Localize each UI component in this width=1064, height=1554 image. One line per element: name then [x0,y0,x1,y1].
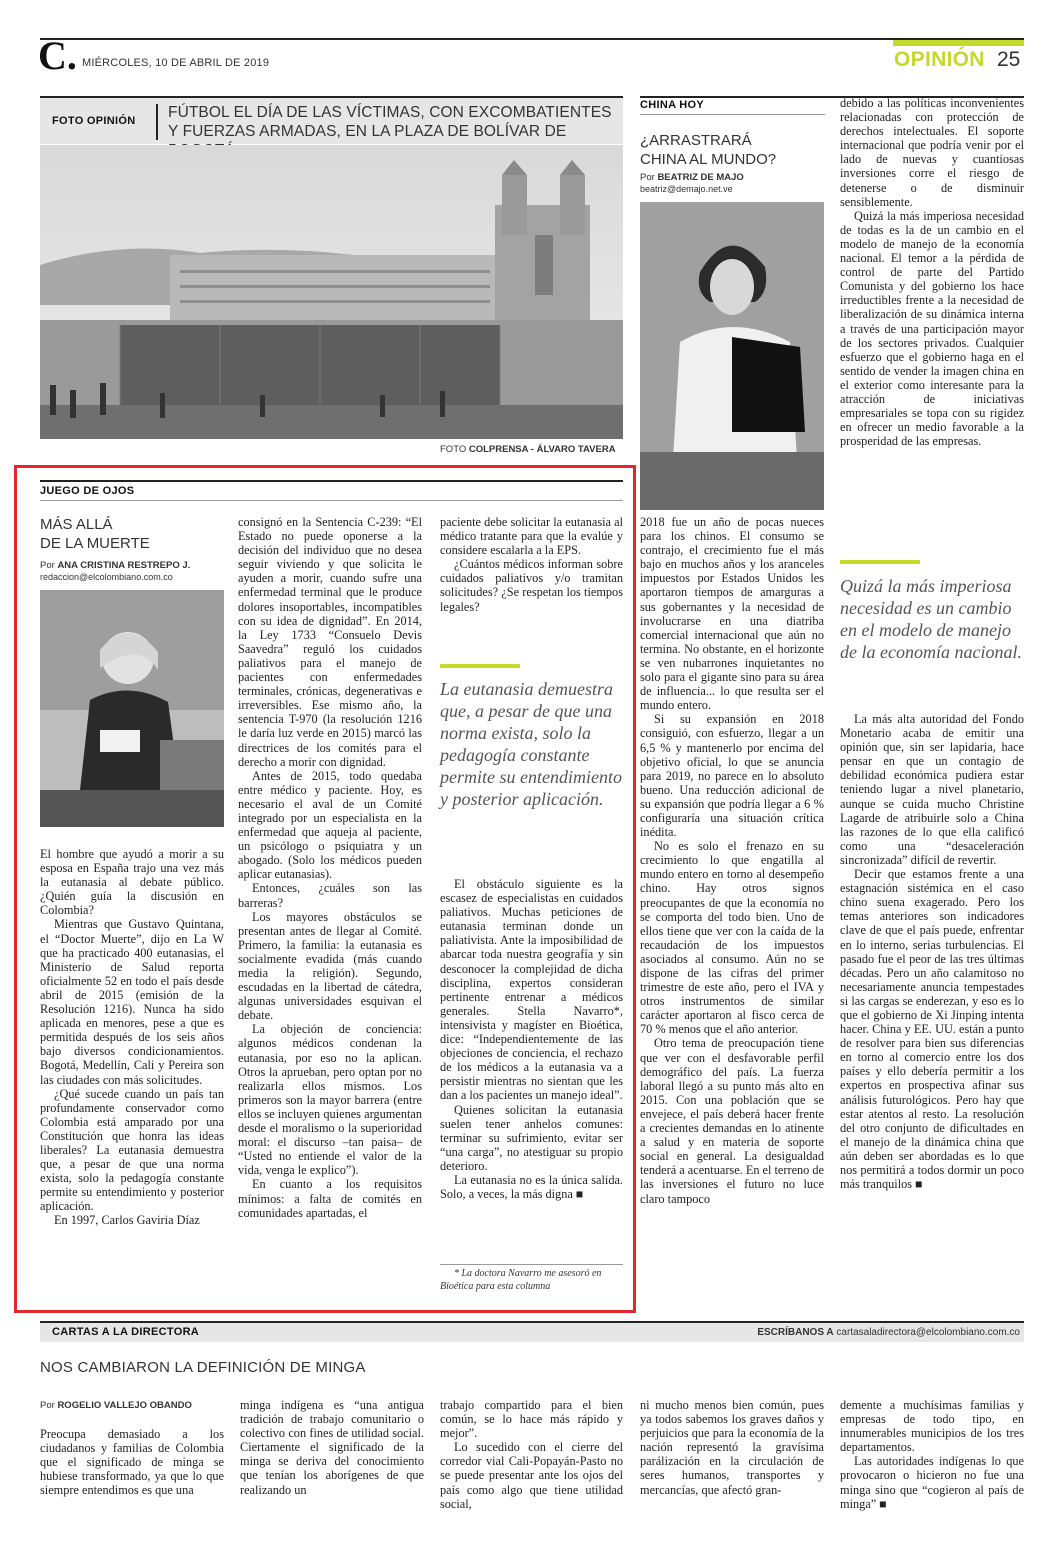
juego-title-line2: DE LA MUERTE [40,535,150,552]
juego-label-rule [40,500,623,501]
china-cola-p2: Si su expansión en 2018 consiguió, con esfuerzo, llegar a un 6,5 % y mantenerlo por encima del objetivo oficial, lo que se anuncia para 2019, no parece en lo absoluto bueno. Una reducción adicional de su expansión que podría llegar a 6 % configuraría una situación crítica inédita. [640,712,824,840]
china-pullquote: Quizá la más imperiosa necesidad es un cambio en el modelo de manejo de la economía nacional. [840,576,1022,662]
foto-credit-name: COLPRENSA - ÁLVARO TAVERA [468,444,616,455]
foto-plaza-bolivar [40,145,623,439]
juego-col3b-p1: El obstáculo siguiente es la escasez de especialistas en cuidados paliativos. Muchas peticiones de eutanasia terminan donde un paliativista. Ante la imposibilidad de abarcar toda nuestra geografía y sin desconocer la complejidad de dicha disciplina, expertos consideran pertinente entrenar a médicos generales. Stella Navarro*, intensivista y magíster en Bioética, dice: “Independientemente de las objeciones de conciencia, el rechazo de los médicos a la eutanasia va a persistir mientras no sientan que les dan a los pacientes un manejo ideal”. [440,877,623,1103]
china-title-line1: ¿ARRASTRARÁ [640,132,752,149]
juego-column-1 [40,847,224,1228]
page-number: 25 [997,48,1021,71]
cartas-author: ROGELIO VALLEJO OBANDO [57,1400,192,1411]
cartas-col1-p1: Preocupa demasiado a los ciudadanos y familias de Colombia que el significado de minga se hubiese transformado, ya que lo que siempre entendimos es que una [40,1427,224,1498]
cartas-column-5 [840,1398,1024,1511]
cartas-write-to [757,1327,1020,1338]
juego-col3a-p1: paciente debe solicitar la eutanasia al médico tratante para que la evalúe y considere escalarla a la EPS. [440,515,623,558]
china-byline [640,172,744,183]
foto-caption: FÚTBOL EL DÍA DE LAS VÍCTIMAS, CON EXCOMBATIENTES Y FUERZAS ARMADAS, EN LA PLAZA DE BOLÍVAR DE [168,104,612,140]
juego-col3b-p2: Quienes solicitan la eutanasia suelen tener anhelos comunes: terminar su sufrimiento, evitar ser “una carga”, no atestiguar su propio deterioro. [440,1102,623,1173]
issue-date: MIÉRCOLES, 10 DE ABRIL DE 2019 [82,57,270,69]
juego-byline-prefix: Por [40,560,55,571]
china-cola-p4: Otro tema de preocupación tiene que ver con el desfavorable perfil demográfico del país. La fuerza laboral llegó a su punto más alto en 2015. Con una población que se envejece, el país deberá hacer frente a crecientes demandas en lo atinente a salud y en materia de soporte social en general. La desigualdad tenderá a acentuarse. En el terreno de las inversiones el futuro no luce claro tampoco [640,1036,824,1206]
china-column-b-top [840,96,1024,532]
cartas-title: NOS CAMBIARON LA DEFINICIÓN DE MINGA [40,1359,366,1376]
juego-col1-p1: El hombre que ayudó a morir a su esposa en España trajo una vez más la eutanasia al debate público. ¿Quién guía la discusión en Colombia? [40,847,224,918]
china-author: BEATRIZ DE MAJO [657,172,744,183]
juego-col3b-p3: La eutanasia no es la única salida. Solo, a veces, la más digna ■ [440,1172,623,1202]
china-label-rule [640,114,825,115]
juego-email: redaccion@elcolombiano.com.co [40,572,173,582]
juego-col1-p4: En 1997, Carlos Gaviria Díaz [54,1213,200,1228]
juego-author: ANA CRISTINA RESTREPO J. [57,560,191,571]
cartas-col4-p1: ni mucho menos bien común, pues ya todos sabemos los graves daños y perjuicios que para la economía de la nación representó la gravísima parálización en la circulación de seres humanos, transportes y mercancías, que afectó gran- [640,1398,824,1497]
china-title-line2: CHINA AL MUNDO? [640,151,777,168]
foto-opinion-label: FOTO OPINIÓN [52,115,136,127]
cartas-column-4 [640,1398,824,1497]
china-byline-prefix: Por [640,172,655,183]
juego-footnote-rule [440,1264,623,1265]
juego-col2-p3: Entonces, ¿cuáles son las barreras? [238,881,422,910]
china-title [640,131,776,169]
cartas-section-label: CARTAS A LA DIRECTORA [52,1326,200,1338]
section-name: OPINIÓN [894,48,985,71]
foto-credit-prefix: FOTO [440,444,467,455]
china-author-photo [640,202,824,510]
cartas-column-2 [240,1398,424,1497]
header-top-rule [40,38,1024,40]
juego-title [40,515,150,553]
juego-pullquote: La eutanasia demuestra que, a pesar de que una norma exista, solo la pedagogía constante permite su entendimiento y posterior aplicación. [440,679,622,809]
juego-col2-p1: consignó en la Sentencia C-239: “El Estado no puede oponerse a la decisión del individuo que no desea seguir viviendo y que solicita le ayuden a morir, cuando sufre una enfermedad terminal que le produce dolores insoportables, incompatibles con su idea de dignidad”. En 2014, la Ley 1733 “Consuelo Devis Saavedra” reguló los cuidados paliativos para el manejo de pacientes con enfermedades terminales, crónicas, degenerativas e irreversibles. Ese mismo año, la sentencia T-970 (la resolución 1216 le daría luz verde en 2015) marcó las directrices de los comités para el derecho a morir con dignidad. [238,515,422,769]
cartas-col2-p1: minga indígena es “una antigua tradición de trabajo comunitario o colectivo con fines de utilidad social. Ciertamente el significado de la minga se deriva del conocimiento que tenían los aborígenes de que realizando un [240,1398,424,1497]
china-column-b-bottom [840,712,1024,1302]
juego-pullquote-accent [440,664,520,668]
juego-column-2 [238,515,422,1297]
cartas-write-email[interactable]: cartasaladirectora@elcolombiano.com.co [836,1327,1020,1338]
cartas-column-1 [40,1427,224,1497]
china-pullquote-accent [840,560,920,564]
china-section-label: CHINA HOY [640,99,705,111]
juego-col2-p6: En cuanto a los requisitos mínimos: a falta de comités en comunidades apartadas, el [238,1177,422,1220]
china-colb-p1: debido a las políticas inconvenientes relacionadas con protección de derechos intelectuales. El soporte internacional que podría venir por el lado de nuevas y cuantiosas inversiones corre el riesgo de detenerse o de disminuir sensiblemente. [840,96,1024,209]
cartas-byline [40,1400,192,1411]
cartas-col3-p1: trabajo compartido para el bien común, se lo hace más rápido y mejor”. [440,1398,623,1441]
foto-credit [440,444,616,455]
juego-col1-p3: ¿Qué sucede cuando un país tan profundamente conservador como Colombia está amparado por una Constitución que honra las ideas liberales? La eutanasia demuestra que, a pesar de que una norma exista, solo la pedagogía constante permite su entendimiento y posterior aplicación. [40,1086,224,1214]
cartas-col5-p1: demente a muchísimas familias y empresas de todo tipo, en innumerables municipios de los tres departamentos. [840,1398,1024,1455]
cartas-column-3 [440,1398,623,1511]
china-colb-p2: Quizá la más imperiosa necesidad de todas es la de un cambio en el modelo de manejo de la economía nacional. El temor a la pérdida de control de parte del Partido Comunista y del gobierno los hace irreductibles frente a la necesidad de liberalización de su dinámica interna a través de una participación mayor de los sectores privados. Cualquier esfuerzo que el gobierno haga en el sentido de vender la imagen china en el exterior como interesante para la atracción de iniciativas empresariales se topa con su rigidez en ofrecer un medio favorable a la prosperidad de las empresas. [840,208,1024,449]
juego-top-rule [40,480,623,482]
juego-section-label: JUEGO DE OJOS [40,485,135,497]
cartas-col3-p2: Lo sucedido con el cierre del corredor vial Cali-Popayán-Pasto no se puede presentar ante los ojos del país como algo que tiene utilidad social, [440,1440,623,1511]
juego-col3a-p2: ¿Cuántos médicos informan sobre cuidados paliativos y/o tramitan solicitudes? ¿Se respetan los tiempos legales? [440,557,623,614]
cartas-byline-prefix: Por [40,1400,55,1411]
juego-author-photo [40,590,224,827]
juego-footnote: * La doctora Navarro me asesoró en Bioética para esta columna [440,1268,602,1292]
juego-title-line1: MÁS ALLÁ [40,516,113,533]
china-colb-p4: Decir que estamos frente a una estagnación sistémica en el caso chino suena exagerado. Pero los temas anteriores son indicadores clave de que el país puede, enfrentar en lo interno, serias turbulencias. El pasado fue el peor de las tres últimas décadas. Pero un año calamitoso no necesariamente anuncia tempestades si las cargas se enderezan, y eso es lo que el gobierno de Xi Jinping intenta hacer. China y EE. UU. están a punto de resolver para bien sus diferencias en torno al comercio entre los dos países y ello debería permitir a los expertos en prospectiva afinar sus análisis futurológicos. Pero hay que estar atentos al resto. La resolución del otro conjunto de dificultades en el manejo de la dinámica china que aún deben ser abordadas es lo que nos permitirá a todos dormir un poco más tranquilos ■ [840,867,1024,1192]
china-colb-p3: La más alta autoridad del Fondo Monetario acaba de emitir una opinión que, sin ser lapidaria, hace pensar en que un contagio de debilidad económica pudiera estar teniendo lugar a nivel planetario, aunque se cuida mucho Christine Lagarde de atribuirle solo a China las razones de lo que ella calificó como una “desaceleración sincronizada” difícil de revertir. [840,712,1024,867]
china-email: beatriz@demajo.net.ve [640,184,733,194]
china-cola-p3: No es solo el frenazo en su crecimiento lo que engatilla al mundo entero en torno al desempeño chino. Hay otros signos preocupantes de que la economía no se comporta del todo bien. Uno de ellos tiene que ver con la caída de la recaudación de los impuestos asociados al consumo. Aún no se dispone de las cifras del primer trimestre de este año, pero el IVA y otros instrumentos de similar carácter aportaron al fisco cerca de 70 % menos que el año anterior. [640,839,824,1037]
juego-column-3a [440,515,623,614]
foto-label-divider [156,104,158,140]
juego-col2-p4: Los mayores obstáculos se presentan antes de llegar al Comité. Primero, la familia: la eutanasia es socialmente evadida (más cuando media la religión). Segundo, escudadas en la libertad de cátedra, algunas universidades esquivan el debate. [238,909,422,1023]
cartas-col5-p2: Las autoridades indígenas lo que provocaron o hicieron no fue una minga sino que “cogieron al país de minga” ■ [840,1454,1024,1511]
juego-column-3b [440,877,623,1201]
newspaper-logo: C. [38,33,77,78]
juego-col1-p2: Mientras que Gustavo Quintana, el “Doctor Muerte”, dijo en La W que ha practicado 400 eutanasias, el Ministerio de Salud reporta oficialmente 52 en todo el país desde abril de 2015 (emisión de la Resolución 1216). Nunca ha sido aplicada en menores, pese a que es permitida después de los seis años bajo diversos condicionamientos. Bogotá, Medellín, Cali y Pereira son las ciudades con más solicitudes. [40,917,224,1087]
china-cola-p1: 2018 fue un año de pocas nueces para los chinos. El consumo se contrajo, el crecimiento fue el más bajo en muchos años y los aranceles impuestos por Estados Unidos les aportaron tiempos de amarguras a sus gobernantes y la necesidad de involucrarse en una diatriba comercial internacional que aún no termina. No obstante, en el horizonte se ven nubarrones inquietantes no solo para el gigante sino para su área de influencia... lo que resulta ser el mundo entero. [640,515,824,713]
juego-byline [40,560,190,571]
juego-col2-p2: Antes de 2015, todo quedaba entre médico y paciente. Hoy, es necesario el aval de un Comité integrado por un especialista en la enfermedad que aqueja al paciente, un psicólogo o psiquiatra y un abogado. (Solo los médicos pueden aplicar eutanasias). [238,768,422,882]
china-column-a [640,515,824,1300]
cartas-write-label: ESCRÍBANOS A [757,1327,834,1338]
section-accent-bar [893,40,1024,46]
juego-col2-p5: La objeción de conciencia: algunos médicos condenan la eutanasia, por eso no la aplican. Otros la aprueban, pero optan por no realizarla ellos mismos. Los primeros son la mayor barrera (entre ellos se incluyen quienes argumentan desde el moralismo o la superioridad moral: el discurso –tan paisa– de “Usted no entiende el valor de la vida, venga le explico”). [238,1022,422,1178]
